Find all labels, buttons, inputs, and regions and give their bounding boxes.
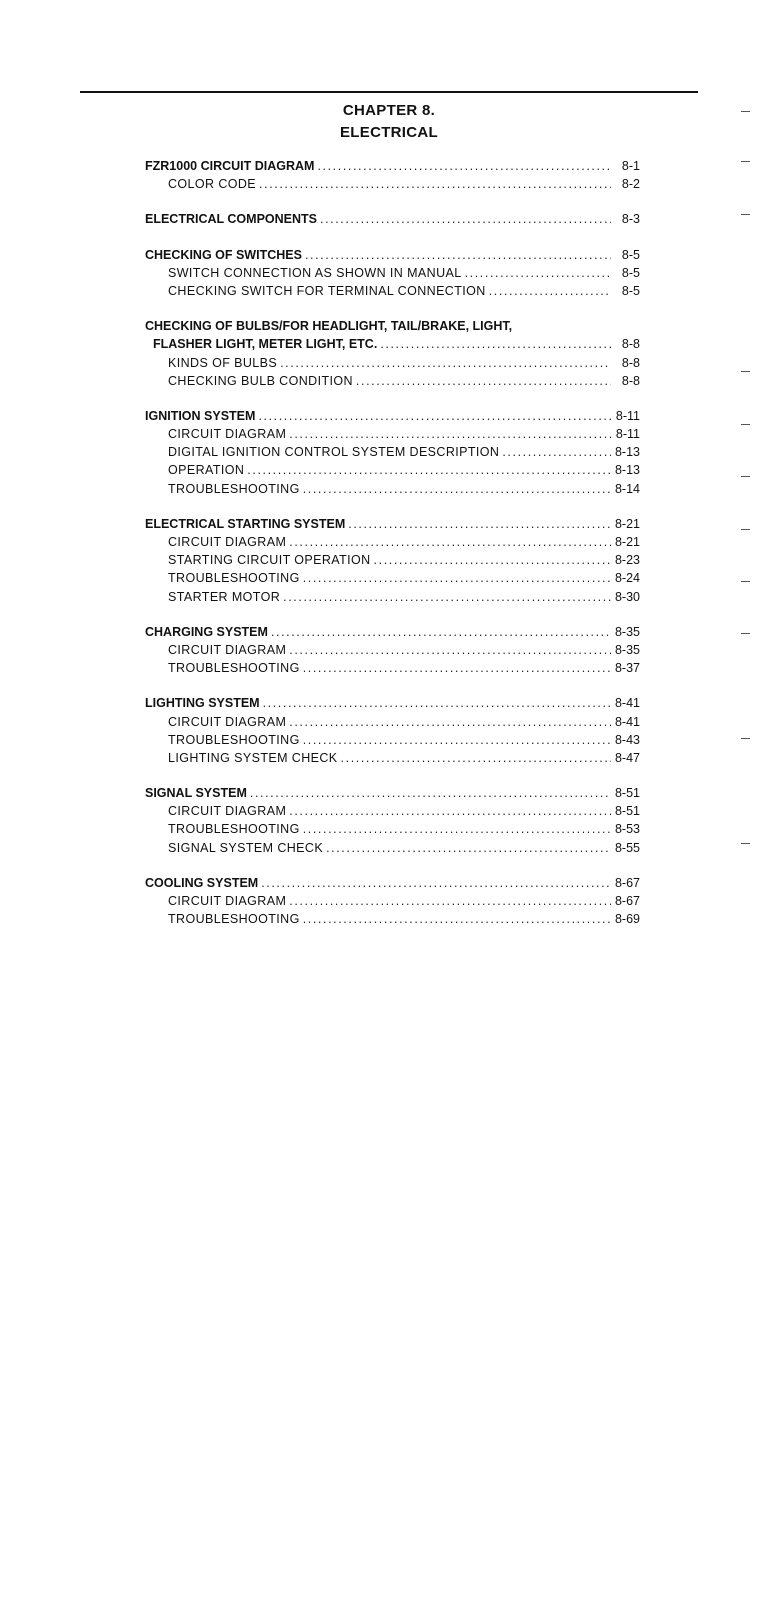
toc-page-number: 8-30 (614, 589, 640, 604)
toc-page-number: 8-13 (614, 445, 640, 460)
toc-page-number: 8-53 (614, 822, 640, 837)
margin-mark (741, 529, 750, 530)
toc-section (145, 694, 640, 767)
dot-leader (250, 784, 611, 802)
toc-entry-label: CIRCUIT DIAGRAM (168, 535, 287, 549)
toc-subentry (145, 264, 640, 282)
table-of-contents (145, 157, 640, 945)
toc-entry-label: CIRCUIT DIAGRAM (168, 642, 287, 657)
toc-page-number: 8-69 (614, 912, 640, 927)
toc-subentry (145, 892, 640, 910)
toc-page-number: 8-43 (614, 732, 640, 747)
toc-entry-label: CIRCUIT DIAGRAM (168, 427, 287, 442)
toc-entry-label: FLASHER LIGHT, METER LIGHT, ETC. (153, 337, 378, 352)
dot-leader (320, 210, 611, 228)
toc-entry (145, 246, 640, 264)
dot-leader (502, 443, 611, 461)
toc-subentry (145, 839, 640, 857)
toc-entry-label: TROUBLESHOOTING (168, 822, 300, 837)
margin-mark (741, 581, 750, 582)
toc-entry (145, 210, 640, 228)
toc-entry-label: TROUBLESHOOTING (168, 481, 300, 496)
dot-leader (271, 623, 611, 641)
dot-leader (356, 372, 611, 390)
toc-subentry (145, 551, 640, 569)
dot-leader (305, 246, 611, 264)
toc-entry-label: LIGHTING SYSTEM (145, 696, 260, 711)
dot-leader (289, 713, 611, 731)
toc-page-number: 8-24 (614, 571, 640, 586)
toc-page-number: 8-13 (614, 463, 640, 478)
toc-entry-label: OPERATION (168, 463, 245, 478)
toc-section (145, 407, 640, 498)
toc-entry (145, 317, 640, 335)
dot-leader (261, 874, 611, 892)
toc-entry (145, 515, 640, 533)
dot-leader (283, 588, 611, 606)
toc-entry-label: SWITCH CONNECTION AS SHOWN IN MANUAL (168, 265, 462, 280)
toc-page-number: 8-51 (614, 786, 640, 801)
toc-page-number: 8-11 (615, 427, 640, 442)
toc-entry-label: IGNITION SYSTEM (145, 408, 256, 423)
toc-entry-label: TROUBLESHOOTING (168, 912, 300, 927)
toc-subentry (145, 659, 640, 677)
toc-page-number: 8-41 (614, 696, 640, 711)
toc-subentry (145, 569, 640, 587)
margin-mark (741, 161, 750, 162)
toc-page-number: 8-8 (621, 355, 640, 370)
toc-entry-label: STARTER MOTOR (168, 589, 281, 604)
toc-page-number: 8-1 (621, 159, 640, 173)
toc-subentry (145, 354, 640, 372)
toc-entry (145, 623, 640, 641)
chapter-heading (80, 100, 698, 144)
toc-section (145, 874, 640, 929)
dot-leader (303, 731, 611, 749)
toc-entry-label: CIRCUIT DIAGRAM (168, 804, 287, 819)
toc-entry (145, 874, 640, 892)
toc-entry (145, 335, 640, 353)
toc-page-number: 8-23 (614, 553, 640, 568)
dot-leader (258, 407, 611, 425)
dot-leader (489, 282, 611, 300)
dot-leader (263, 694, 611, 712)
toc-subentry (145, 910, 640, 928)
margin-mark (741, 214, 750, 215)
toc-page-number: 8-41 (614, 714, 640, 729)
dot-leader (303, 569, 611, 587)
toc-subentry (145, 282, 640, 300)
toc-subentry (145, 443, 640, 461)
toc-subentry (145, 802, 640, 820)
dot-leader (247, 461, 611, 479)
toc-subentry (145, 588, 640, 606)
margin-mark (741, 371, 750, 372)
toc-section (145, 157, 640, 193)
toc-entry-label: CHECKING OF BULBS/FOR HEADLIGHT, TAIL/BRAKE, LIGHT, (145, 319, 513, 334)
toc-entry-label: KINDS OF BULBS (168, 355, 278, 370)
dot-leader (289, 641, 611, 659)
toc-subentry (145, 641, 640, 659)
dot-leader (259, 175, 611, 193)
toc-subentry (145, 175, 640, 193)
toc-page-number: 8-5 (621, 247, 640, 262)
toc-page-number: 8-67 (614, 875, 640, 890)
toc-entry-label: TROUBLESHOOTING (168, 571, 300, 586)
toc-page-number: 8-21 (614, 535, 640, 549)
toc-entry-label: CHECKING BULB CONDITION (168, 373, 353, 388)
toc-section (145, 317, 640, 390)
margin-mark (741, 111, 750, 112)
top-rule (80, 91, 698, 93)
toc-page-number: 8-47 (614, 750, 640, 765)
margin-mark (741, 476, 750, 477)
dot-leader (326, 839, 611, 857)
toc-entry (145, 784, 640, 802)
toc-page-number: 8-35 (614, 642, 640, 657)
toc-entry-label: COLOR CODE (168, 177, 257, 192)
toc-entry (145, 694, 640, 712)
toc-entry-label: CHARGING SYSTEM (145, 624, 268, 639)
toc-section (145, 784, 640, 857)
toc-page-number: 8-14 (614, 481, 640, 496)
dot-leader (280, 354, 611, 372)
toc-entry-label: CIRCUIT DIAGRAM (168, 894, 287, 908)
toc-entry-label: COOLING SYSTEM (145, 875, 259, 890)
toc-section (145, 246, 640, 301)
toc-page-number: 8-5 (621, 283, 640, 298)
toc-page-number: 8-2 (621, 177, 640, 192)
toc-page-number: 8-67 (614, 894, 640, 908)
dot-leader (289, 533, 611, 551)
dot-leader (317, 157, 611, 175)
toc-entry-label: DIGITAL IGNITION CONTROL SYSTEM DESCRIPTION (168, 445, 500, 460)
margin-mark (741, 424, 750, 425)
toc-page-number: 8-21 (614, 516, 640, 531)
toc-subentry (145, 713, 640, 731)
dot-leader (341, 749, 611, 767)
toc-entry-label: CHECKING OF SWITCHES (145, 247, 302, 262)
toc-subentry (145, 372, 640, 390)
toc-page-number: 8-51 (614, 804, 640, 819)
dot-leader (303, 659, 611, 677)
toc-entry (145, 407, 640, 425)
margin-mark (741, 738, 750, 739)
toc-page-number: 8-35 (614, 624, 640, 639)
toc-section (145, 515, 640, 606)
toc-entry-label: LIGHTING SYSTEM CHECK (168, 750, 338, 765)
toc-section (145, 210, 640, 228)
toc-entry-label: CHECKING SWITCH FOR TERMINAL CONNECTION (168, 283, 486, 298)
toc-entry-label: TROUBLESHOOTING (168, 661, 300, 676)
margin-mark (741, 633, 750, 634)
dot-leader (289, 425, 611, 443)
toc-subentry (145, 480, 640, 498)
toc-subentry (145, 820, 640, 838)
toc-entry-label: STARTING CIRCUIT OPERATION (168, 553, 371, 568)
chapter-title: ELECTRICAL (340, 124, 438, 141)
dot-leader (303, 820, 611, 838)
toc-page-number: 8-8 (621, 337, 640, 352)
dot-leader (380, 335, 611, 353)
toc-entry-label: CIRCUIT DIAGRAM (168, 714, 287, 729)
toc-subentry (145, 533, 640, 551)
toc-entry-label: SIGNAL SYSTEM CHECK (168, 840, 324, 855)
dot-leader (289, 892, 611, 910)
toc-page-number: 8-37 (614, 661, 640, 676)
toc-subentry (145, 425, 640, 443)
toc-entry-label: FZR1000 CIRCUIT DIAGRAM (145, 159, 315, 173)
toc-subentry (145, 731, 640, 749)
toc-section (145, 623, 640, 678)
toc-entry (145, 157, 640, 175)
dot-leader (465, 264, 611, 282)
dot-leader (303, 480, 611, 498)
toc-page-number: 8-8 (621, 373, 640, 388)
toc-page-number: 8-11 (615, 408, 640, 423)
dot-leader (289, 802, 611, 820)
dot-leader (348, 515, 611, 533)
toc-subentry (145, 461, 640, 479)
toc-entry-label: TROUBLESHOOTING (168, 732, 300, 747)
toc-entry-label: SIGNAL SYSTEM (145, 786, 247, 801)
toc-page-number: 8-55 (614, 840, 640, 855)
margin-mark (741, 843, 750, 844)
chapter-number: CHAPTER 8. (342, 102, 436, 119)
toc-entry-label: ELECTRICAL STARTING SYSTEM (145, 516, 346, 531)
toc-page-number: 8-5 (621, 265, 640, 280)
dot-leader (303, 910, 611, 928)
dot-leader (374, 551, 611, 569)
toc-page-number: 8-3 (621, 212, 640, 227)
toc-entry-label: ELECTRICAL COMPONENTS (145, 212, 317, 227)
toc-subentry (145, 749, 640, 767)
